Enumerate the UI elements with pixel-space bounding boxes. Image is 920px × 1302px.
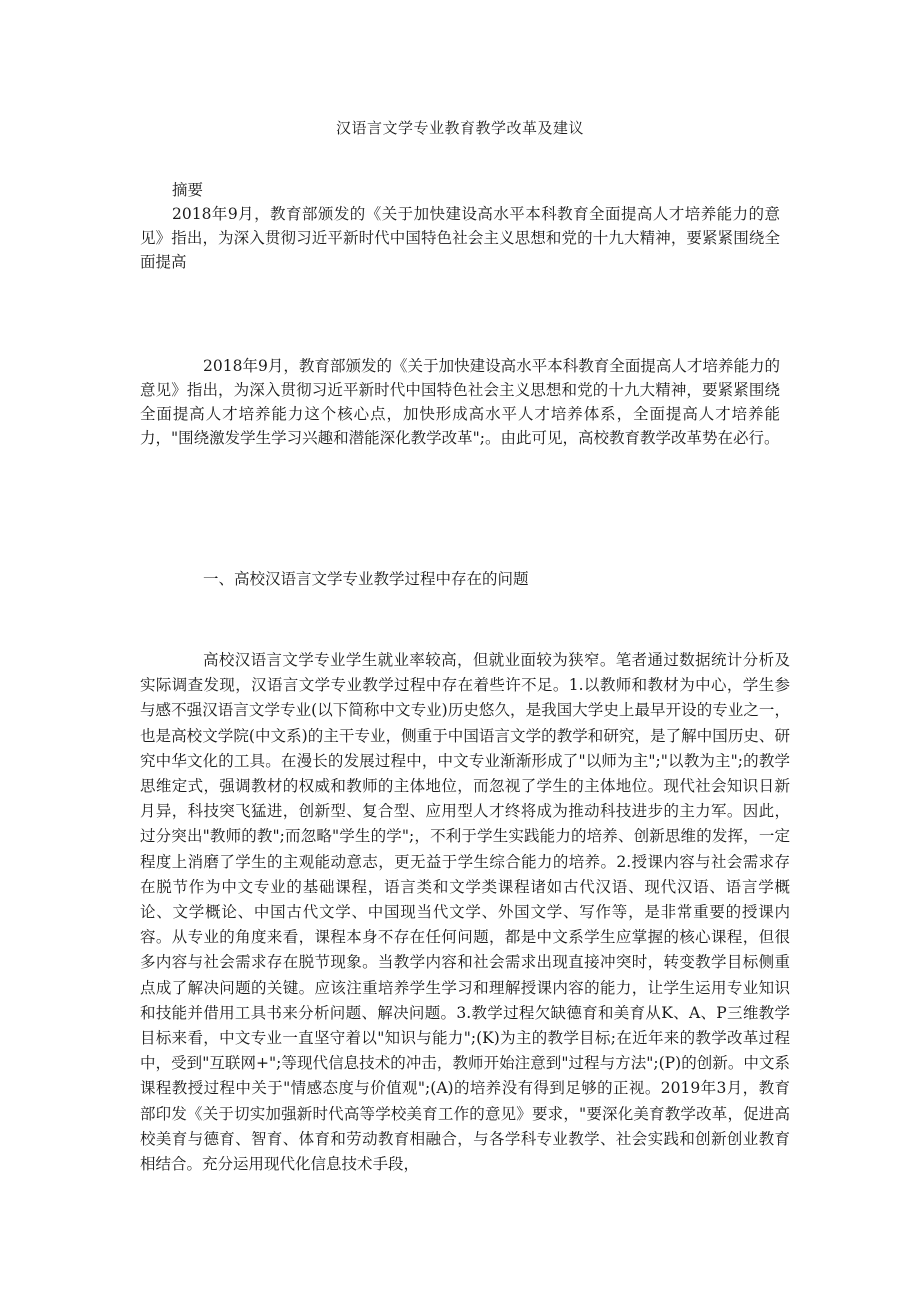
document-title: 汉语言文学专业教育教学改革及建议 [335, 119, 584, 137]
intro-paragraph: 2018年9月，教育部颁发的《关于加快建设高水平本科教育全面提高人才培养能力的意见》指出，为深入贯彻习近平新时代中国特色社会主义思想和党的十九大精神，要紧紧围绕全面提高人才培养能力这个核心点，加快形成高水平人才培养体系，全面提高人才培养能力，"围绕激发学生学习兴趣和潜能深化教学改革";。由此可见，高校教育教学改革势在必行。 [140, 357, 780, 447]
abstract-paragraph: 2018年9月，教育部颁发的《关于加快建设高水平本科教育全面提高人才培养能力的意见》指出，为深入贯彻习近平新时代中国特色社会主义思想和党的十九大精神，要紧紧围绕全面提高 [140, 205, 780, 271]
section-heading: 一、高校汉语言文学专业教学过程中存在的问题 [203, 570, 529, 588]
section-paragraph: 高校汉语言文学专业学生就业率较高，但就业面较为狭窄。笔者通过数据统计分析及实际调查发现，汉语言文学专业教学过程中存在着些许不足。1.以教师和教材为中心，学生参与感不强汉语言文学专业(以下简称中文专业)历史悠久，是我国大学史上最早开设的专业之一，也是高校文学院(中文系)的主干专业，侧重于中国语言文学的教学和研究，是了解中国历史、研究中华文化的工具。在漫长的发展过程中，中文专业渐渐形成了"以师为主";"以教为主";的教学思维定式，强调教材的权威和教师的主体地位，而忽视了学生的主体地位。现代社会知识日新月异，科技突飞猛进，创新型、复合型、应用型人才终将成为推动科技进步的主力军。因此，过分突出"教师的教";而忽略"学生的学";，不利于学生实践能力的培养、创新思维的发挥，一定程度上消磨了学生的主观能动意志，更无益于学生综合能力的培养。2.授课内容与社会需求存在脱节作为中文专业的基础课程，语言类和文学类课程诸如古代汉语、现代汉语、语言学概论、文学概论、中国古代文学、中国现当代文学、外国文学、写作等，是非常重要的授课内容。从专业的角度来看，课程本身不存在任何问题，都是中文系学生应掌握的核心课程，但很多内容与社会需求存在脱节现象。当教学内容和社会需求出现直接冲突时，转变教学目标侧重点成了解决问题的关键。应该注重培养学生学习和理解授课内容的能力，让学生运用专业知识和技能并借用工具书来分析问题、解决问题。3.教学过程欠缺德育和美育从K、A、P三维教学目标来看，中文专业一直坚守着以"知识与能力";(K)为主的教学目标;在近年来的教学改革过程中，受到"互联网+";等现代信息技术的冲击，教师开始注意到"过程与方法";(P)的创新。中文系课程教授过程中关于"情感态度与价值观";(A)的培养没有得到足够的正视。2019年3月，教育部印发《关于切实加强新时代高等学校美育工作的意见》要求，"要深化美育教学改革，促进高校美育与德育、智育、体育和劳动教育相融合，与各学科专业教学、社会实践和创新创业教育相结合。充分运用现代化信息技术手段， [140, 651, 790, 1174]
abstract-label: 摘要 [172, 181, 204, 199]
